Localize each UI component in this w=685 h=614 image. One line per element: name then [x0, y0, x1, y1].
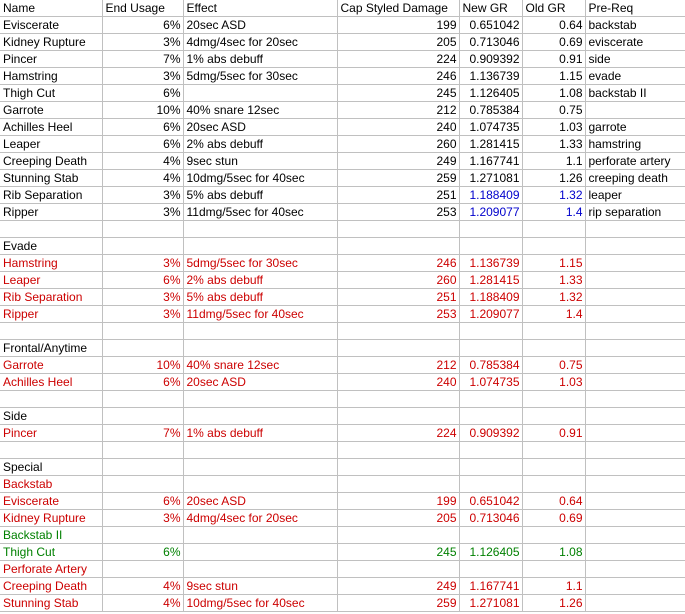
cell-effect[interactable]: 5dmg/5sec for 30sec — [183, 68, 337, 85]
empty-cell[interactable] — [337, 561, 459, 578]
empty-cell[interactable] — [522, 221, 585, 238]
empty-cell[interactable] — [522, 527, 585, 544]
cell-new-gr[interactable]: 1.136739 — [459, 255, 522, 272]
cell-name[interactable]: Rib Separation — [0, 187, 102, 204]
cell-pre-req[interactable]: evade — [585, 68, 685, 85]
empty-cell[interactable] — [585, 510, 685, 527]
empty-cell[interactable] — [585, 459, 685, 476]
cell-end-usage[interactable]: 3% — [102, 255, 183, 272]
cell-pre-req[interactable]: backstab — [585, 17, 685, 34]
empty-cell[interactable] — [337, 527, 459, 544]
table-row — [0, 187, 685, 204]
empty-cell[interactable] — [585, 323, 685, 340]
header-cap-styled-damage[interactable]: Cap Styled Damage — [337, 0, 459, 17]
cell-old-gr[interactable]: 1.33 — [522, 136, 585, 153]
cell-name[interactable]: Eviscerate — [0, 17, 102, 34]
cell-effect[interactable]: 20sec ASD — [183, 374, 337, 391]
cell-old-gr[interactable]: 0.75 — [522, 102, 585, 119]
cell-damage[interactable]: 240 — [337, 119, 459, 136]
empty-cell[interactable] — [102, 221, 183, 238]
cell-new-gr[interactable]: 1.271081 — [459, 595, 522, 612]
empty-cell[interactable] — [585, 578, 685, 595]
cell-new-gr[interactable]: 1.074735 — [459, 119, 522, 136]
cell-pre-req[interactable] — [585, 102, 685, 119]
cell-damage[interactable]: 199 — [337, 17, 459, 34]
empty-cell[interactable] — [585, 306, 685, 323]
empty-cell[interactable] — [183, 340, 337, 357]
empty-cell[interactable] — [183, 476, 337, 493]
empty-cell[interactable] — [585, 340, 685, 357]
empty-cell[interactable] — [0, 391, 102, 408]
cell-end-usage[interactable]: 4% — [102, 578, 183, 595]
cell-name[interactable]: Garrote — [0, 357, 102, 374]
cell-pre-req[interactable]: hamstring — [585, 136, 685, 153]
cell-old-gr[interactable]: 1.4 — [522, 306, 585, 323]
cell-name[interactable]: Creeping Death — [0, 578, 102, 595]
empty-cell[interactable] — [585, 493, 685, 510]
cell-name[interactable]: Leaper — [0, 272, 102, 289]
empty-cell[interactable] — [459, 459, 522, 476]
cell-new-gr[interactable]: 0.651042 — [459, 17, 522, 34]
table-row — [0, 68, 685, 85]
cell-end-usage[interactable]: 4% — [102, 153, 183, 170]
cell-new-gr[interactable]: 1.281415 — [459, 136, 522, 153]
section-header-row — [0, 408, 685, 425]
cell-effect[interactable]: 20sec ASD — [183, 119, 337, 136]
cell-old-gr[interactable]: 0.64 — [522, 493, 585, 510]
cell-end-usage[interactable]: 6% — [102, 544, 183, 561]
cell-damage[interactable]: 246 — [337, 68, 459, 85]
empty-cell[interactable] — [585, 272, 685, 289]
section-header-row — [0, 459, 685, 476]
cell-damage[interactable]: 245 — [337, 544, 459, 561]
table-row — [0, 544, 685, 561]
cell-effect[interactable]: 2% abs debuff — [183, 272, 337, 289]
cell-old-gr[interactable]: 1.4 — [522, 204, 585, 221]
cell-damage[interactable]: 224 — [337, 425, 459, 442]
table-row — [0, 170, 685, 187]
table-row — [0, 272, 685, 289]
empty-cell[interactable] — [522, 476, 585, 493]
empty-cell[interactable] — [459, 391, 522, 408]
cell-pre-req[interactable]: backstab II — [585, 85, 685, 102]
cell-end-usage[interactable]: 3% — [102, 510, 183, 527]
empty-cell[interactable] — [459, 340, 522, 357]
cell-name[interactable]: Hamstring — [0, 255, 102, 272]
empty-cell[interactable] — [459, 561, 522, 578]
empty-cell[interactable] — [102, 442, 183, 459]
cell-new-gr[interactable]: 1.281415 — [459, 272, 522, 289]
empty-cell[interactable] — [585, 544, 685, 561]
cell-name[interactable]: Stunning Stab — [0, 170, 102, 187]
cell-old-gr[interactable]: 1.08 — [522, 544, 585, 561]
cell-new-gr[interactable]: 1.188409 — [459, 289, 522, 306]
cell-old-gr[interactable]: 1.03 — [522, 119, 585, 136]
empty-cell[interactable] — [183, 221, 337, 238]
table-row — [0, 578, 685, 595]
cell-old-gr[interactable]: 1.33 — [522, 272, 585, 289]
subsection-row — [0, 527, 685, 544]
empty-cell[interactable] — [102, 459, 183, 476]
empty-row — [0, 221, 685, 238]
cell-damage[interactable]: 249 — [337, 153, 459, 170]
cell-name[interactable]: Garrote — [0, 102, 102, 119]
section-title-evade[interactable]: Evade — [0, 238, 102, 255]
subsection-title-backstab-ii[interactable]: Backstab II — [0, 527, 102, 544]
cell-new-gr[interactable]: 1.126405 — [459, 85, 522, 102]
cell-effect[interactable]: 2% abs debuff — [183, 136, 337, 153]
empty-cell[interactable] — [522, 238, 585, 255]
cell-effect[interactable]: 20sec ASD — [183, 17, 337, 34]
cell-old-gr[interactable]: 1.32 — [522, 187, 585, 204]
cell-end-usage[interactable]: 7% — [102, 425, 183, 442]
cell-effect[interactable]: 11dmg/5sec for 40sec — [183, 306, 337, 323]
cell-end-usage[interactable]: 6% — [102, 374, 183, 391]
empty-cell[interactable] — [522, 408, 585, 425]
table-row — [0, 17, 685, 34]
cell-end-usage[interactable]: 10% — [102, 357, 183, 374]
cell-new-gr[interactable]: 1.271081 — [459, 170, 522, 187]
empty-cell[interactable] — [585, 561, 685, 578]
cell-damage[interactable]: 246 — [337, 255, 459, 272]
cell-effect[interactable]: 40% snare 12sec — [183, 102, 337, 119]
cell-end-usage[interactable]: 10% — [102, 102, 183, 119]
cell-old-gr[interactable]: 1.1 — [522, 153, 585, 170]
cell-damage[interactable]: 253 — [337, 204, 459, 221]
empty-cell[interactable] — [102, 238, 183, 255]
empty-cell[interactable] — [337, 408, 459, 425]
cell-new-gr[interactable]: 1.074735 — [459, 374, 522, 391]
cell-damage[interactable]: 224 — [337, 51, 459, 68]
cell-damage[interactable]: 259 — [337, 595, 459, 612]
cell-pre-req[interactable]: eviscerate — [585, 34, 685, 51]
cell-name[interactable]: Leaper — [0, 136, 102, 153]
empty-cell[interactable] — [522, 561, 585, 578]
cell-old-gr[interactable]: 1.1 — [522, 578, 585, 595]
empty-cell[interactable] — [183, 442, 337, 459]
empty-cell[interactable] — [337, 459, 459, 476]
cell-old-gr[interactable]: 0.69 — [522, 34, 585, 51]
empty-cell[interactable] — [337, 221, 459, 238]
empty-cell[interactable] — [337, 340, 459, 357]
subsection-title-perforate-artery[interactable]: Perforate Artery — [0, 561, 102, 578]
header-old-gr[interactable]: Old GR — [522, 0, 585, 17]
cell-new-gr[interactable]: 1.209077 — [459, 204, 522, 221]
cell-new-gr[interactable]: 1.126405 — [459, 544, 522, 561]
cell-old-gr[interactable]: 1.26 — [522, 595, 585, 612]
cell-effect[interactable]: 5dmg/5sec for 30sec — [183, 255, 337, 272]
cell-pre-req[interactable]: leaper — [585, 187, 685, 204]
empty-cell[interactable] — [522, 323, 585, 340]
cell-name[interactable]: Rib Separation — [0, 289, 102, 306]
cell-new-gr[interactable]: 0.713046 — [459, 34, 522, 51]
table-row — [0, 289, 685, 306]
cell-effect[interactable]: 1% abs debuff — [183, 51, 337, 68]
cell-effect[interactable]: 10dmg/5sec for 40sec — [183, 170, 337, 187]
table-row — [0, 136, 685, 153]
empty-cell[interactable] — [102, 561, 183, 578]
table-row — [0, 493, 685, 510]
section-header-row — [0, 340, 685, 357]
empty-cell[interactable] — [585, 255, 685, 272]
cell-end-usage[interactable]: 3% — [102, 306, 183, 323]
empty-cell[interactable] — [459, 527, 522, 544]
empty-cell[interactable] — [459, 238, 522, 255]
cell-damage[interactable]: 260 — [337, 136, 459, 153]
cell-end-usage[interactable]: 3% — [102, 68, 183, 85]
cell-name[interactable]: Thigh Cut — [0, 85, 102, 102]
cell-name[interactable]: Achilles Heel — [0, 374, 102, 391]
empty-cell[interactable] — [585, 408, 685, 425]
cell-end-usage[interactable]: 3% — [102, 34, 183, 51]
empty-cell[interactable] — [522, 442, 585, 459]
cell-pre-req[interactable]: rip separation — [585, 204, 685, 221]
table-row — [0, 595, 685, 612]
cell-old-gr[interactable]: 0.91 — [522, 425, 585, 442]
empty-cell[interactable] — [585, 374, 685, 391]
table-row — [0, 34, 685, 51]
empty-cell[interactable] — [459, 476, 522, 493]
cell-effect[interactable]: 5% abs debuff — [183, 289, 337, 306]
empty-cell[interactable] — [183, 238, 337, 255]
empty-cell[interactable] — [102, 340, 183, 357]
subsection-title-backstab[interactable]: Backstab — [0, 476, 102, 493]
empty-cell[interactable] — [585, 221, 685, 238]
cell-damage[interactable]: 240 — [337, 374, 459, 391]
empty-cell[interactable] — [459, 221, 522, 238]
header-new-gr[interactable]: New GR — [459, 0, 522, 17]
cell-end-usage[interactable]: 6% — [102, 85, 183, 102]
cell-new-gr[interactable]: 0.651042 — [459, 493, 522, 510]
cell-old-gr[interactable]: 1.03 — [522, 374, 585, 391]
table-row — [0, 306, 685, 323]
cell-old-gr[interactable]: 1.15 — [522, 255, 585, 272]
empty-cell[interactable] — [585, 238, 685, 255]
table-row — [0, 119, 685, 136]
empty-cell[interactable] — [459, 408, 522, 425]
cell-old-gr[interactable]: 0.75 — [522, 357, 585, 374]
empty-cell[interactable] — [0, 221, 102, 238]
empty-cell[interactable] — [102, 408, 183, 425]
cell-effect[interactable]: 9sec stun — [183, 153, 337, 170]
empty-cell[interactable] — [337, 442, 459, 459]
table-row — [0, 425, 685, 442]
cell-end-usage[interactable]: 3% — [102, 204, 183, 221]
empty-cell[interactable] — [183, 323, 337, 340]
header-effect[interactable]: Effect — [183, 0, 337, 17]
table-row — [0, 51, 685, 68]
cell-damage[interactable]: 260 — [337, 272, 459, 289]
empty-cell[interactable] — [337, 323, 459, 340]
empty-row — [0, 442, 685, 459]
empty-cell[interactable] — [585, 595, 685, 612]
cell-name[interactable]: Pincer — [0, 425, 102, 442]
empty-cell[interactable] — [585, 476, 685, 493]
section-title-side[interactable]: Side — [0, 408, 102, 425]
cell-old-gr[interactable]: 0.64 — [522, 17, 585, 34]
empty-cell[interactable] — [337, 238, 459, 255]
cell-damage[interactable]: 251 — [337, 187, 459, 204]
cell-damage[interactable]: 205 — [337, 510, 459, 527]
table-row — [0, 374, 685, 391]
cell-name[interactable]: Eviscerate — [0, 493, 102, 510]
table-row — [0, 357, 685, 374]
empty-cell[interactable] — [459, 442, 522, 459]
cell-name[interactable]: Kidney Rupture — [0, 34, 102, 51]
empty-cell[interactable] — [102, 391, 183, 408]
empty-cell[interactable] — [459, 323, 522, 340]
cell-effect[interactable]: 9sec stun — [183, 578, 337, 595]
empty-cell[interactable] — [183, 527, 337, 544]
cell-end-usage[interactable]: 6% — [102, 272, 183, 289]
table-row — [0, 102, 685, 119]
cell-old-gr[interactable]: 0.69 — [522, 510, 585, 527]
cell-effect[interactable]: 4dmg/4sec for 20sec — [183, 34, 337, 51]
empty-cell[interactable] — [585, 425, 685, 442]
cell-pre-req[interactable]: garrote — [585, 119, 685, 136]
cell-new-gr[interactable]: 0.713046 — [459, 510, 522, 527]
cell-new-gr[interactable]: 1.167741 — [459, 578, 522, 595]
cell-damage[interactable]: 245 — [337, 85, 459, 102]
cell-new-gr[interactable]: 1.167741 — [459, 153, 522, 170]
cell-pre-req[interactable]: perforate artery — [585, 153, 685, 170]
empty-cell[interactable] — [337, 476, 459, 493]
cell-effect[interactable] — [183, 85, 337, 102]
cell-name[interactable]: Pincer — [0, 51, 102, 68]
empty-cell[interactable] — [0, 442, 102, 459]
empty-cell[interactable] — [585, 357, 685, 374]
empty-cell[interactable] — [183, 391, 337, 408]
empty-cell[interactable] — [183, 408, 337, 425]
cell-effect[interactable]: 11dmg/5sec for 40sec — [183, 204, 337, 221]
empty-cell[interactable] — [337, 391, 459, 408]
cell-damage[interactable]: 205 — [337, 34, 459, 51]
empty-cell[interactable] — [183, 561, 337, 578]
cell-effect[interactable]: 5% abs debuff — [183, 187, 337, 204]
empty-row — [0, 391, 685, 408]
cell-name[interactable]: Creeping Death — [0, 153, 102, 170]
cell-old-gr[interactable]: 1.26 — [522, 170, 585, 187]
cell-end-usage[interactable]: 4% — [102, 170, 183, 187]
header-name[interactable]: Name — [0, 0, 102, 17]
cell-new-gr[interactable]: 0.909392 — [459, 425, 522, 442]
cell-new-gr[interactable]: 0.785384 — [459, 102, 522, 119]
cell-old-gr[interactable]: 1.08 — [522, 85, 585, 102]
cell-effect[interactable]: 40% snare 12sec — [183, 357, 337, 374]
cell-end-usage[interactable]: 7% — [102, 51, 183, 68]
subsection-row — [0, 561, 685, 578]
table-row — [0, 85, 685, 102]
empty-cell[interactable] — [0, 323, 102, 340]
cell-new-gr[interactable]: 0.785384 — [459, 357, 522, 374]
cell-end-usage[interactable]: 6% — [102, 493, 183, 510]
cell-damage[interactable]: 249 — [337, 578, 459, 595]
cell-pre-req[interactable]: side — [585, 51, 685, 68]
cell-damage[interactable]: 259 — [337, 170, 459, 187]
empty-cell[interactable] — [585, 391, 685, 408]
cell-old-gr[interactable]: 1.32 — [522, 289, 585, 306]
table-row — [0, 510, 685, 527]
cell-name[interactable]: Stunning Stab — [0, 595, 102, 612]
empty-cell[interactable] — [522, 340, 585, 357]
cell-damage[interactable]: 199 — [337, 493, 459, 510]
cell-pre-req[interactable]: creeping death — [585, 170, 685, 187]
cell-new-gr[interactable]: 1.136739 — [459, 68, 522, 85]
cell-effect[interactable]: 4dmg/4sec for 20sec — [183, 510, 337, 527]
cell-effect[interactable]: 20sec ASD — [183, 493, 337, 510]
cell-effect[interactable]: 10dmg/5sec for 40sec — [183, 595, 337, 612]
empty-cell[interactable] — [102, 323, 183, 340]
cell-end-usage[interactable]: 6% — [102, 136, 183, 153]
cell-damage[interactable]: 212 — [337, 357, 459, 374]
subsection-row — [0, 476, 685, 493]
cell-old-gr[interactable]: 1.15 — [522, 68, 585, 85]
section-title-frontal[interactable]: Frontal/Anytime — [0, 340, 102, 357]
header-end-usage[interactable]: End Usage — [102, 0, 183, 17]
cell-new-gr[interactable]: 1.209077 — [459, 306, 522, 323]
empty-cell[interactable] — [585, 527, 685, 544]
empty-row — [0, 323, 685, 340]
cell-end-usage[interactable]: 4% — [102, 595, 183, 612]
cell-damage[interactable]: 251 — [337, 289, 459, 306]
cell-end-usage[interactable]: 3% — [102, 187, 183, 204]
empty-cell[interactable] — [585, 289, 685, 306]
empty-cell[interactable] — [183, 459, 337, 476]
cell-name[interactable]: Thigh Cut — [0, 544, 102, 561]
cell-name[interactable]: Kidney Rupture — [0, 510, 102, 527]
cell-damage[interactable]: 212 — [337, 102, 459, 119]
table-row — [0, 255, 685, 272]
cell-effect[interactable]: 1% abs debuff — [183, 425, 337, 442]
empty-cell[interactable] — [585, 442, 685, 459]
cell-end-usage[interactable]: 6% — [102, 17, 183, 34]
table-row — [0, 153, 685, 170]
cell-new-gr[interactable]: 1.188409 — [459, 187, 522, 204]
section-header-row — [0, 238, 685, 255]
header-row — [0, 0, 685, 17]
cell-new-gr[interactable]: 0.909392 — [459, 51, 522, 68]
cell-name[interactable]: Achilles Heel — [0, 119, 102, 136]
cell-damage[interactable]: 253 — [337, 306, 459, 323]
cell-effect[interactable] — [183, 544, 337, 561]
empty-cell[interactable] — [102, 527, 183, 544]
cell-name[interactable]: Hamstring — [0, 68, 102, 85]
cell-name[interactable]: Ripper — [0, 306, 102, 323]
cell-end-usage[interactable]: 3% — [102, 289, 183, 306]
cell-end-usage[interactable]: 6% — [102, 119, 183, 136]
section-title-special[interactable]: Special — [0, 459, 102, 476]
empty-cell[interactable] — [102, 476, 183, 493]
header-pre-req[interactable]: Pre-Req — [585, 0, 685, 17]
cell-name[interactable]: Ripper — [0, 204, 102, 221]
cell-old-gr[interactable]: 0.91 — [522, 51, 585, 68]
table-row — [0, 204, 685, 221]
empty-cell[interactable] — [522, 391, 585, 408]
empty-cell[interactable] — [522, 459, 585, 476]
